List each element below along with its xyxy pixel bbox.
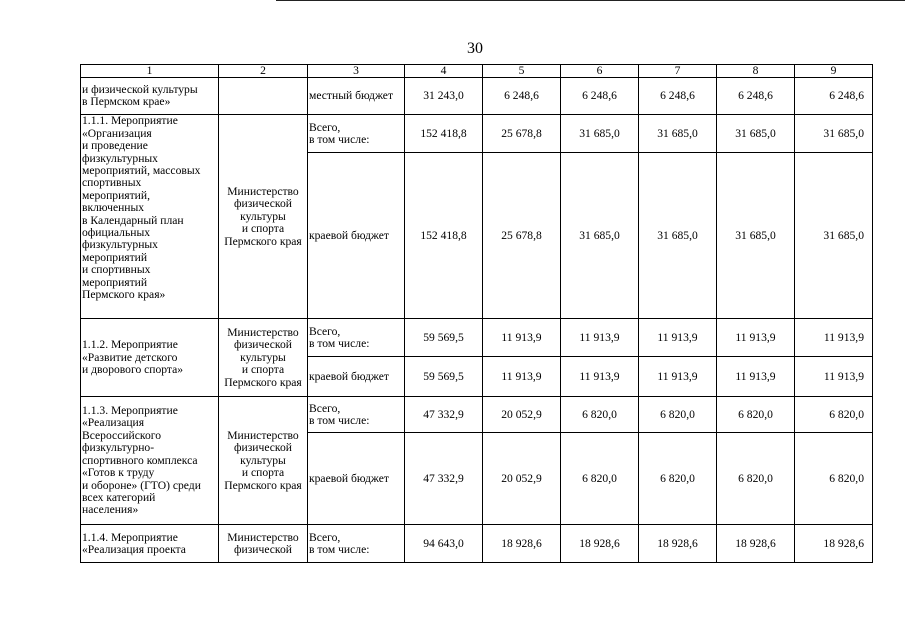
activity-line: в Календарный план bbox=[82, 213, 184, 227]
activity-line: и проведение bbox=[82, 139, 148, 153]
executor-line: Министерство bbox=[227, 530, 299, 544]
executor-line: и спорта bbox=[241, 222, 285, 236]
value-cell: 31 685,0 bbox=[795, 115, 873, 153]
value-cell: 11 913,9 bbox=[795, 357, 873, 397]
value-cell: 11 913,9 bbox=[795, 319, 873, 357]
executor-line: физической bbox=[234, 197, 292, 211]
activity-line: спортивных bbox=[82, 176, 142, 190]
budget-table bbox=[80, 64, 873, 563]
activity-line: «Готов к труду bbox=[82, 466, 155, 480]
funding-source-line: краевой бюджет bbox=[309, 471, 389, 485]
activity-line: спортивного комплекса bbox=[82, 453, 198, 467]
table-row bbox=[81, 397, 873, 433]
activity-line: 1.1.4. Мероприятие bbox=[82, 530, 178, 544]
executor-cell bbox=[219, 525, 308, 563]
activity-line: «Развитие детского bbox=[82, 350, 178, 364]
activity-line: физкультурных bbox=[82, 238, 158, 252]
value-cell: 6 248,6 bbox=[639, 78, 717, 115]
value-cell: 11 913,9 bbox=[639, 357, 717, 397]
executor-line: Пермского края bbox=[224, 478, 302, 492]
executor-line: и спорта bbox=[241, 466, 285, 480]
activity-line: 1.1.1. Мероприятие bbox=[82, 114, 178, 128]
value-cell: 31 685,0 bbox=[795, 153, 873, 319]
funding-source-line: в том числе: bbox=[309, 413, 370, 427]
table-row bbox=[81, 525, 873, 563]
value-cell: 31 685,0 bbox=[639, 153, 717, 319]
table-row bbox=[81, 115, 873, 153]
executor-line: физической bbox=[234, 338, 292, 352]
value-cell: 94 643,0 bbox=[405, 525, 483, 563]
header-row bbox=[81, 65, 873, 78]
funding-source-cell bbox=[308, 397, 405, 433]
value-cell: 11 913,9 bbox=[561, 319, 639, 357]
value-cell: 6 248,6 bbox=[561, 78, 639, 115]
funding-source-line: Всего, bbox=[309, 401, 341, 415]
value-cell: 31 685,0 bbox=[561, 115, 639, 153]
activity-line: «Организация bbox=[82, 126, 152, 140]
activity-line: населения» bbox=[82, 503, 139, 517]
executor-line: Пермского края bbox=[224, 234, 302, 248]
activity-cell bbox=[81, 319, 219, 397]
value-cell: 25 678,8 bbox=[483, 153, 561, 319]
activity-line: и дворового спорта» bbox=[82, 363, 184, 377]
funding-source-line: краевой бюджет bbox=[309, 228, 389, 242]
funding-source-line: Всего, bbox=[309, 530, 341, 544]
value-cell: 18 928,6 bbox=[717, 525, 795, 563]
executor-line: и спорта bbox=[241, 363, 285, 377]
value-cell: 152 418,8 bbox=[405, 153, 483, 319]
executor-line: культуры bbox=[240, 350, 286, 364]
header-cell: 5 bbox=[483, 65, 561, 78]
value-cell: 59 569,5 bbox=[405, 357, 483, 397]
header-cell: 4 bbox=[405, 65, 483, 78]
header-cell: 8 bbox=[717, 65, 795, 78]
activity-line: мероприятий, массовых bbox=[82, 164, 201, 178]
value-cell: 6 820,0 bbox=[639, 433, 717, 525]
funding-source-line: в том числе: bbox=[309, 542, 370, 556]
activity-line: «Реализация проекта bbox=[82, 542, 186, 556]
funding-source-cell bbox=[308, 115, 405, 153]
executor-line: физической bbox=[234, 542, 292, 556]
value-cell: 47 332,9 bbox=[405, 433, 483, 525]
activity-line: в Пермском крае» bbox=[82, 95, 171, 109]
value-cell: 6 820,0 bbox=[561, 397, 639, 433]
value-cell: 18 928,6 bbox=[561, 525, 639, 563]
value-cell: 47 332,9 bbox=[405, 397, 483, 433]
activity-line: «Реализация bbox=[82, 416, 145, 430]
value-cell: 20 052,9 bbox=[483, 433, 561, 525]
executor-line: Министерство bbox=[227, 428, 299, 442]
funding-source-line: в том числе: bbox=[309, 132, 370, 146]
activity-line: мероприятий bbox=[82, 275, 148, 289]
value-cell: 11 913,9 bbox=[561, 357, 639, 397]
value-cell: 6 820,0 bbox=[795, 433, 873, 525]
activity-line: и физической культуры bbox=[82, 83, 198, 96]
value-cell: 152 418,8 bbox=[405, 115, 483, 153]
header-cell: 2 bbox=[219, 65, 308, 78]
value-cell: 6 248,6 bbox=[483, 78, 561, 115]
activity-line: всех категорий bbox=[82, 490, 156, 504]
activity-line: и обороне» (ГТО) среди bbox=[82, 478, 201, 492]
executor-line: Министерство bbox=[227, 184, 299, 198]
value-cell: 31 685,0 bbox=[717, 153, 795, 319]
value-cell: 59 569,5 bbox=[405, 319, 483, 357]
funding-source-cell bbox=[308, 357, 405, 397]
value-cell: 11 913,9 bbox=[483, 319, 561, 357]
header-cell: 1 bbox=[81, 65, 219, 78]
value-cell: 6 820,0 bbox=[717, 397, 795, 433]
header-cell: 9 bbox=[795, 65, 873, 78]
executor-cell bbox=[219, 78, 308, 115]
value-cell: 11 913,9 bbox=[639, 319, 717, 357]
activity-cell bbox=[81, 525, 219, 563]
activity-line: физкультурно- bbox=[82, 441, 155, 455]
value-cell: 31 685,0 bbox=[561, 153, 639, 319]
funding-source-cell bbox=[308, 319, 405, 357]
activity-line: включенных bbox=[82, 201, 145, 215]
table-row bbox=[81, 78, 873, 115]
funding-source-cell bbox=[308, 78, 405, 115]
value-cell: 31 685,0 bbox=[639, 115, 717, 153]
header-cell: 6 bbox=[561, 65, 639, 78]
value-cell: 6 820,0 bbox=[561, 433, 639, 525]
funding-source-line: местный бюджет bbox=[309, 89, 394, 103]
funding-source-line: в том числе: bbox=[309, 336, 370, 350]
activity-cell bbox=[81, 78, 219, 115]
table-row bbox=[81, 319, 873, 357]
header-cell: 3 bbox=[308, 65, 405, 78]
activity-line: физкультурных bbox=[82, 151, 158, 165]
value-cell: 11 913,9 bbox=[717, 357, 795, 397]
funding-source-line: Всего, bbox=[309, 120, 341, 134]
executor-line: физической bbox=[234, 441, 292, 455]
value-cell: 18 928,6 bbox=[483, 525, 561, 563]
activity-line: и спортивных bbox=[82, 263, 151, 277]
executor-cell bbox=[219, 397, 308, 525]
scan-edge-line bbox=[276, 0, 905, 1]
activity-line: мероприятий bbox=[82, 250, 148, 264]
funding-source-line: краевой бюджет bbox=[309, 369, 389, 383]
value-cell: 6 248,6 bbox=[795, 78, 873, 115]
funding-source-cell bbox=[308, 525, 405, 563]
activity-line: официальных bbox=[82, 226, 151, 240]
executor-cell bbox=[219, 319, 308, 397]
activity-line: 1.1.3. Мероприятие bbox=[82, 404, 178, 418]
value-cell: 11 913,9 bbox=[717, 319, 795, 357]
header-cell: 7 bbox=[639, 65, 717, 78]
page-number: 30 bbox=[467, 40, 483, 57]
value-cell: 25 678,8 bbox=[483, 115, 561, 153]
value-cell: 20 052,9 bbox=[483, 397, 561, 433]
executor-line: Пермского края bbox=[224, 375, 302, 389]
value-cell: 18 928,6 bbox=[639, 525, 717, 563]
executor-line: культуры bbox=[240, 453, 286, 467]
activity-cell bbox=[81, 397, 219, 525]
value-cell: 6 248,6 bbox=[717, 78, 795, 115]
activity-line: Пермского края» bbox=[82, 288, 166, 302]
value-cell: 6 820,0 bbox=[639, 397, 717, 433]
value-cell: 11 913,9 bbox=[483, 357, 561, 397]
executor-line: культуры bbox=[240, 209, 286, 223]
activity-line: Всероссийского bbox=[82, 428, 161, 442]
activity-line: 1.1.2. Мероприятие bbox=[82, 338, 178, 352]
value-cell: 6 820,0 bbox=[795, 397, 873, 433]
value-cell: 31 685,0 bbox=[717, 115, 795, 153]
executor-cell bbox=[219, 115, 308, 319]
funding-source-cell bbox=[308, 433, 405, 525]
activity-cell bbox=[81, 115, 219, 319]
value-cell: 18 928,6 bbox=[795, 525, 873, 563]
value-cell: 6 820,0 bbox=[717, 433, 795, 525]
executor-line: Министерство bbox=[227, 325, 299, 339]
activity-line: мероприятий, bbox=[82, 188, 150, 202]
funding-source-cell bbox=[308, 153, 405, 319]
funding-source-line: Всего, bbox=[309, 324, 341, 338]
value-cell: 31 243,0 bbox=[405, 78, 483, 115]
